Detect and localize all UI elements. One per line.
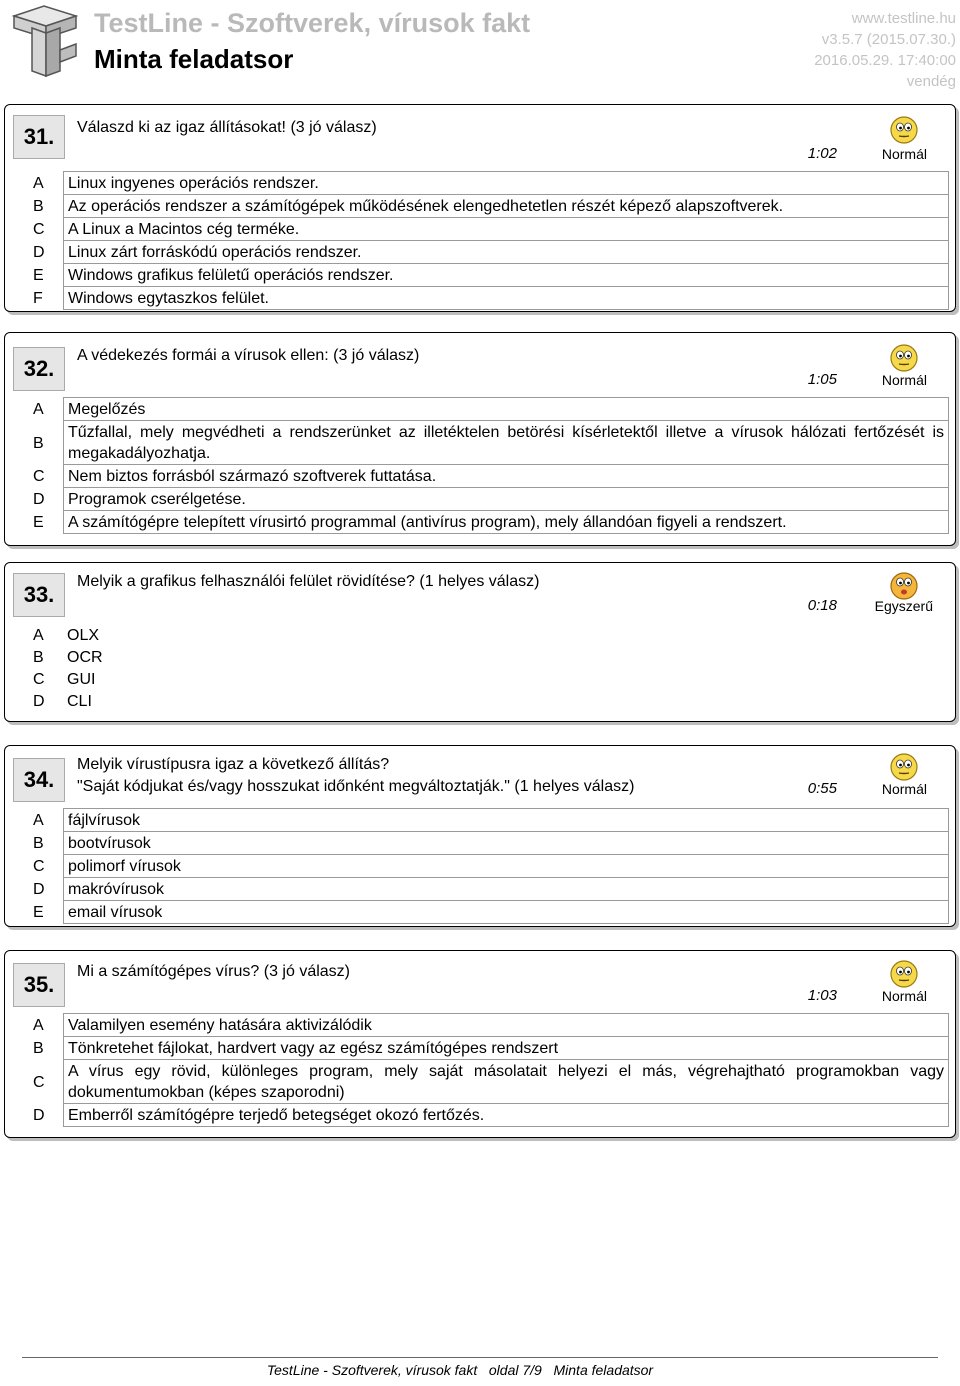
answer-text: Tönkretehet fájlokat, hardvert vagy az egész számítógépes rendszert	[63, 1037, 949, 1060]
answer-letter: C	[33, 670, 45, 688]
answer-option[interactable]	[11, 668, 949, 690]
answer-option[interactable]	[11, 690, 949, 712]
answer-text: GUI	[67, 671, 96, 688]
question-difficulty: Normál	[881, 988, 927, 1004]
answer-option[interactable]	[11, 264, 949, 287]
question-text-line: "Saját kódjukat és/vagy hosszukat időnként megváltoztatják." (1 helyes válasz)	[77, 778, 635, 795]
answer-text: Megelőzés	[63, 397, 949, 421]
answer-letter: E	[33, 267, 44, 284]
question-difficulty: Normál	[881, 781, 927, 797]
answer-option[interactable]	[11, 624, 949, 646]
question-text	[77, 754, 634, 798]
answer-letter: B	[33, 648, 44, 666]
answer-option[interactable]	[11, 1060, 949, 1104]
answer-text: Linux zárt forráskódú operációs rendszer.	[63, 241, 949, 264]
answer-letter: D	[33, 244, 45, 261]
question-time: 1:05	[807, 371, 837, 388]
answer-letter: F	[33, 290, 43, 307]
answer-option[interactable]	[11, 878, 949, 901]
answer-text: Tűzfallal, mely megvédheti a rendszerünket az illetéktelen betörési kísérletektől illetve a vírusok hálózati fertőzését is megakadályozhatja.	[63, 421, 949, 465]
question-number: 31.	[13, 115, 65, 159]
answer-option[interactable]	[11, 397, 949, 421]
answer-option[interactable]	[11, 808, 949, 832]
answer-letter: B	[33, 1040, 44, 1057]
question-block	[4, 950, 956, 1138]
question-time: 0:55	[807, 780, 837, 797]
question-difficulty: Normál	[881, 372, 927, 388]
question-time: 1:03	[807, 987, 837, 1004]
neutral-smiley-icon	[889, 752, 919, 782]
answer-letter: A	[33, 174, 44, 192]
answer-letter: C	[33, 221, 45, 238]
answer-option[interactable]	[11, 195, 949, 218]
answer-letter: C	[33, 858, 45, 875]
testline-logo-icon	[10, 4, 80, 78]
answer-letter: D	[33, 1107, 45, 1124]
answer-text: A számítógépre telepített vírusirtó programmal (antivírus program), mely állandóan figyeli a rendszert.	[63, 511, 949, 534]
answer-option[interactable]	[11, 832, 949, 855]
answer-letter: C	[33, 1073, 45, 1091]
answer-letter: A	[33, 811, 44, 829]
neutral-smiley-icon	[889, 115, 919, 145]
answer-text: polimorf vírusok	[63, 855, 949, 878]
question-time: 1:02	[807, 145, 837, 162]
answer-letter: D	[33, 491, 45, 508]
answer-text: bootvírusok	[63, 832, 949, 855]
answer-text: Nem biztos forrásból származó szoftverek futtatása.	[63, 465, 949, 488]
neutral-smiley-icon	[889, 343, 919, 373]
answer-letter: E	[33, 514, 44, 531]
answer-letter: C	[33, 468, 45, 485]
question-block	[4, 104, 956, 312]
version-text: v3.5.7 (2015.07.30.)	[821, 31, 956, 48]
question-block	[4, 332, 956, 546]
user-text: vendég	[906, 73, 956, 90]
answer-letter: A	[33, 626, 44, 644]
question-text: Válaszd ki az igaz állításokat! (3 jó válasz)	[77, 119, 377, 136]
easy-smiley-icon	[889, 571, 919, 601]
answer-letter: A	[33, 400, 44, 418]
answer-option[interactable]	[11, 646, 949, 668]
question-number: 33.	[13, 573, 65, 617]
document-title: TestLine - Szoftverek, vírusok fakt	[94, 8, 531, 38]
answer-option[interactable]	[11, 488, 949, 511]
answer-text: Programok cserélgetése.	[63, 488, 949, 511]
answer-text: Windows grafikus felületű operációs rendszer.	[63, 264, 949, 287]
answer-text: Az operációs rendszer a számítógépek működésének elengedhetetlen részét képező alapszoftverek.	[63, 195, 949, 218]
answer-text: Valamilyen esemény hatására aktivizálódik	[63, 1013, 949, 1037]
answer-text: fájlvírusok	[63, 808, 949, 832]
answer-option[interactable]	[11, 287, 949, 310]
answer-text: Windows egytaszkos felület.	[63, 287, 949, 310]
answer-letter: B	[33, 198, 44, 215]
answer-letter: D	[33, 692, 45, 710]
answer-letter: A	[33, 1016, 44, 1034]
answer-text: A Linux a Macintos cég terméke.	[63, 218, 949, 241]
page-footer: TestLine - Szoftverek, vírusok fakt oldal 7/9 Minta feladatsor	[266, 1362, 654, 1378]
answer-option[interactable]	[11, 855, 949, 878]
footer-divider	[22, 1357, 938, 1358]
answer-text: OCR	[67, 649, 103, 666]
question-block	[4, 745, 956, 927]
answer-letter: D	[33, 881, 45, 898]
answer-option[interactable]	[11, 1013, 949, 1037]
answer-option[interactable]	[11, 218, 949, 241]
question-number: 34.	[13, 758, 65, 802]
answer-text: CLI	[67, 693, 92, 710]
answer-option[interactable]	[11, 421, 949, 465]
neutral-smiley-icon	[889, 959, 919, 989]
answer-option[interactable]	[11, 511, 949, 534]
answer-text: A vírus egy rövid, különleges program, mely saját másolatait helyezi el más, végrehajtható programokban vagy dokumentumokban (képes szaporodni)	[63, 1060, 949, 1104]
answer-text: makróvírusok	[63, 878, 949, 901]
question-block	[4, 562, 956, 722]
answer-text: Emberről számítógépre terjedő betegséget okozó fertőzés.	[63, 1104, 949, 1127]
answer-option[interactable]	[11, 241, 949, 264]
question-text: Melyik a grafikus felhasználói felület rövidítése? (1 helyes válasz)	[77, 573, 540, 590]
site-link[interactable]: www.testline.hu	[851, 10, 956, 27]
answer-text: Linux ingyenes operációs rendszer.	[63, 171, 949, 195]
answer-letter: B	[33, 835, 44, 852]
answer-text: OLX	[67, 627, 100, 644]
question-time: 0:18	[807, 597, 837, 614]
answer-text: email vírusok	[63, 901, 949, 924]
question-difficulty: Egyszerű	[874, 598, 933, 614]
answer-option[interactable]	[11, 1037, 949, 1060]
answer-letter: B	[33, 434, 44, 452]
datetime-text: 2016.05.29. 17:40:00	[814, 52, 956, 69]
document-subtitle: Minta feladatsor	[94, 44, 294, 74]
question-text: A védekezés formái a vírusok ellen: (3 jó válasz)	[77, 347, 420, 364]
header-meta	[814, 8, 956, 92]
answer-option[interactable]	[11, 465, 949, 488]
question-text: Mi a számítógépes vírus? (3 jó válasz)	[77, 963, 350, 980]
question-number: 32.	[13, 347, 65, 391]
question-number: 35.	[13, 963, 65, 1007]
answer-option[interactable]	[11, 1104, 949, 1127]
answer-option[interactable]	[11, 901, 949, 924]
answer-option[interactable]	[11, 171, 949, 195]
question-difficulty: Normál	[881, 146, 927, 162]
question-text-line: Melyik vírustípusra igaz a következő állítás?	[77, 756, 390, 773]
answer-letter: E	[33, 904, 44, 921]
